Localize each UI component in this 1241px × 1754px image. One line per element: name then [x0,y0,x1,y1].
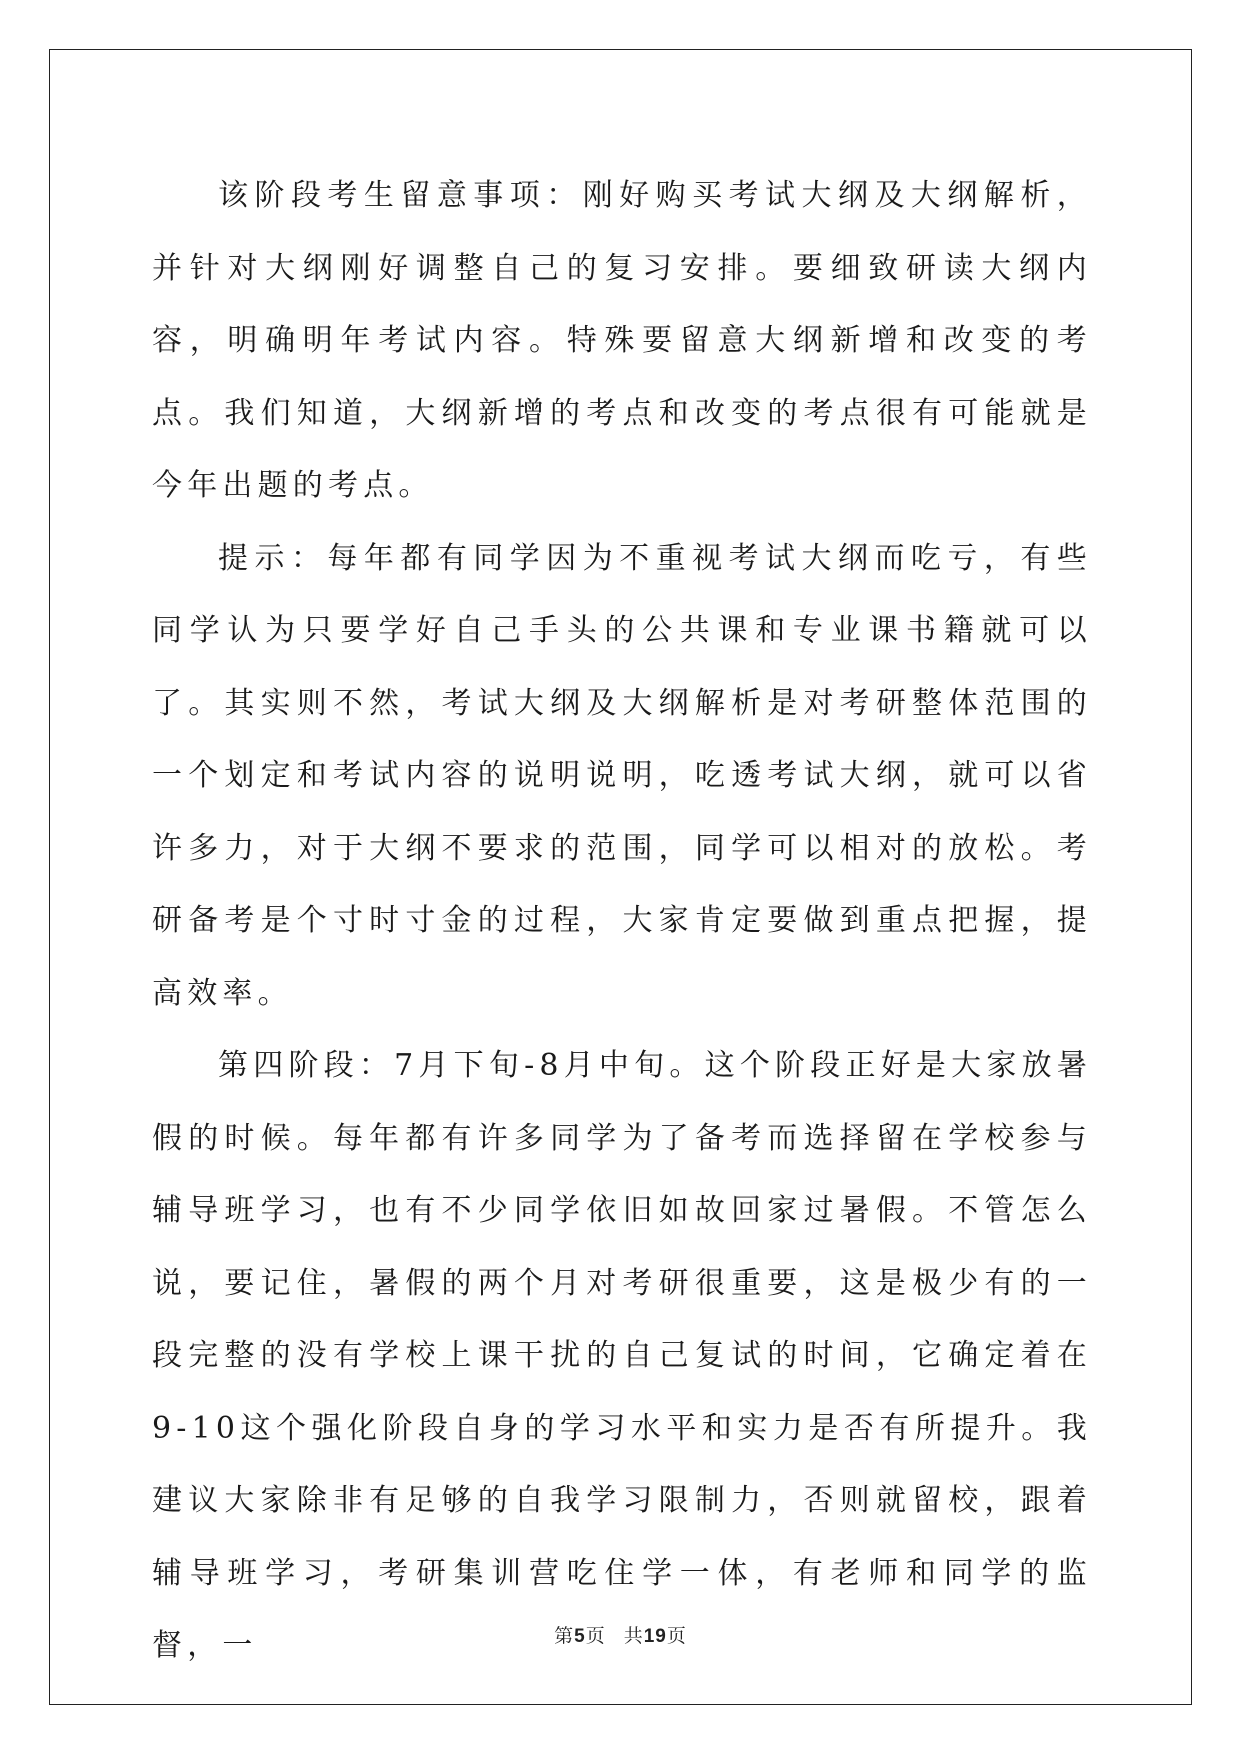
total-prefix: 共 [623,1625,644,1647]
total-page-count: 19 [643,1626,667,1647]
current-page-number: 5 [574,1626,586,1647]
page-footer [0,1621,1241,1648]
total-suffix: 页 [666,1625,687,1647]
page-prefix: 第 [554,1625,575,1647]
paragraph: 该阶段考生留意事项：刚好购买考试大纲及大纲解析，并针对大纲刚好调整自己的复习安排。要细致研读大纲内容，明确明年考试内容。特殊要留意大纲新增和改变的考点。我们知道，大纲新增的考点和改变的考点很有可能就是今年出题的考点。 [152,178,1092,503]
document-body [152,160,1092,1683]
paragraph: 第四阶段：7月下旬-8月中旬。这个阶段正好是大家放暑假的时候。每年都有许多同学为了备考而选择留在学校参与辅导班学习，也有不少同学依旧如故回家过暑假。不管怎么说，要记住，暑假的两个月对考研很重要，这是极少有的一段完整的没有学校上课干扰的自己复试的时间，它确定着在9-10这个强化阶段自身的学习水平和实力是否有所提升。我建议大家除非有足够的自我学习限制力，否则就留校，跟着辅导班学习，考研集训营吃住学一体，有老师和同学的监督，一 [152,1048,1092,1663]
page-suffix: 页 [585,1625,606,1647]
paragraph: 提示：每年都有同学因为不重视考试大纲而吃亏，有些同学认为只要学好自己手头的公共课和专业课书籍就可以了。其实则不然，考试大纲及大纲解析是对考研整体范围的一个划定和考试内容的说明说明，吃透考试大纲，就可以省许多力，对于大纲不要求的范围，同学可以相对的放松。考研备考是个寸时寸金的过程，大家肯定要做到重点把握，提高效率。 [152,540,1092,1011]
